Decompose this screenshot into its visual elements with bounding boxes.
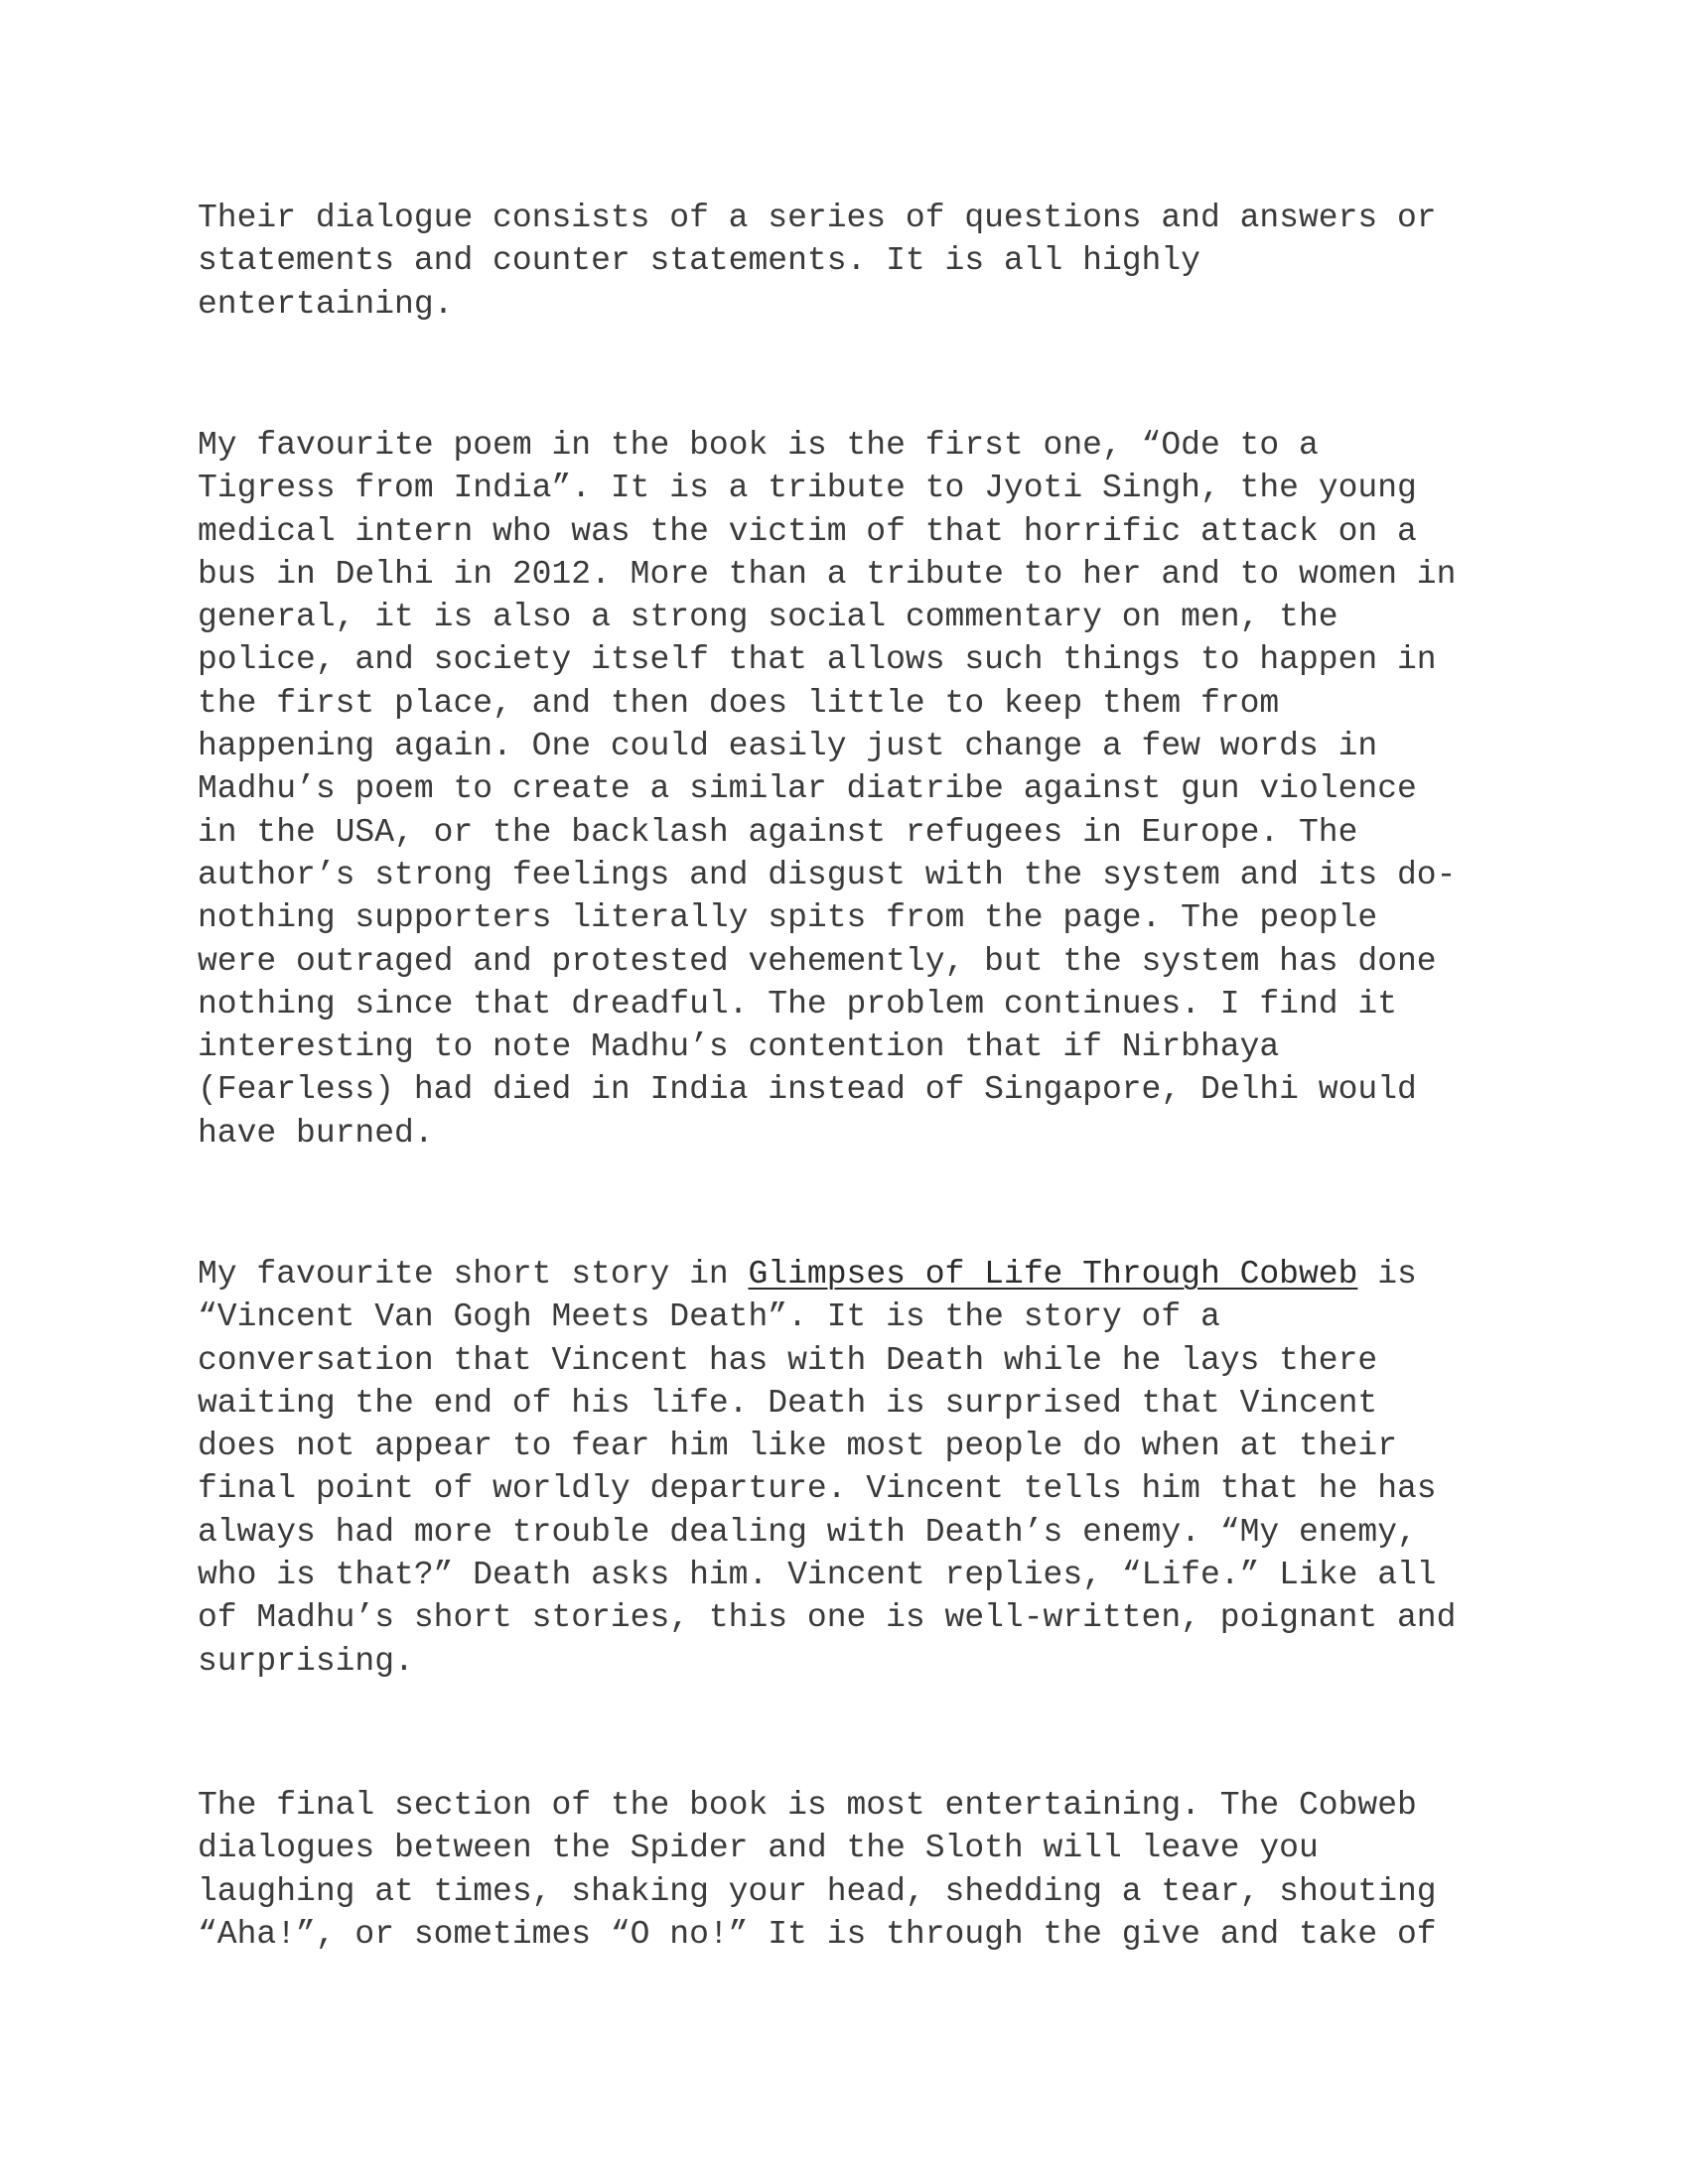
text-line: bus in Delhi in 2012. More than a tribute to her and to women in bbox=[198, 555, 1457, 593]
text-line: Their dialogue consists of a series of questions and answers or bbox=[198, 200, 1437, 236]
text-line: in the USA, or the backlash against refugees in Europe. The bbox=[198, 813, 1358, 851]
text-line: “Aha!”, or sometimes “O no!” It is through the give and take of bbox=[198, 1915, 1437, 1953]
text-line: surprising. bbox=[198, 1642, 414, 1680]
text-line: were outraged and protested vehemently, but the system has done bbox=[198, 942, 1437, 980]
text-line: of Madhu’s short stories, this one is well-written, poignant and bbox=[198, 1599, 1457, 1637]
text-line: (Fearless) had died in India instead of Singapore, Delhi would bbox=[198, 1071, 1417, 1109]
text-segment: is bbox=[1357, 1256, 1417, 1293]
text-line: “Vincent Van Gogh Meets Death”. It is the story of a bbox=[198, 1298, 1220, 1336]
text-line: entertaining. bbox=[198, 285, 454, 323]
text-line: Madhu’s poem to create a similar diatribe against gun violence bbox=[198, 770, 1417, 808]
paragraph-final-section bbox=[198, 1784, 1437, 1956]
text-line: nothing since that dreadful. The problem continues. I find it bbox=[198, 985, 1397, 1023]
text-line: My favourite poem in the book is the first one, “Ode to a bbox=[198, 427, 1319, 464]
text-line: laughing at times, shaking your head, shedding a tear, shouting bbox=[198, 1872, 1437, 1910]
text-line: The final section of the book is most entertaining. The Cobweb bbox=[198, 1787, 1417, 1824]
text-line: interesting to note Madhu’s contention that if Nirbhaya bbox=[198, 1028, 1280, 1066]
text-line: police, and society itself that allows such things to happen in bbox=[198, 641, 1437, 679]
text-line: conversation that Vincent has with Death while he lays there bbox=[198, 1341, 1378, 1379]
text-line: happening again. One could easily just change a few words in bbox=[198, 728, 1378, 765]
text-line: the first place, and then does little to keep them from bbox=[198, 684, 1280, 722]
text-line: who is that?” Death asks him. Vincent replies, “Life.” Like all bbox=[198, 1557, 1437, 1594]
text-line: dialogues between the Spider and the Sloth will leave you bbox=[198, 1830, 1319, 1867]
text-line: does not appear to fear him like most people do when at their bbox=[198, 1428, 1397, 1465]
text-line: final point of worldly departure. Vincent tells him that he has bbox=[198, 1470, 1437, 1508]
text-line bbox=[198, 1253, 1456, 1296]
paragraph-favourite-story bbox=[198, 1253, 1456, 1683]
text-line: general, it is also a strong social commentary on men, the bbox=[198, 599, 1338, 636]
text-segment: My favourite short story in bbox=[198, 1256, 749, 1293]
text-line: statements and counter statements. It is all highly bbox=[198, 242, 1200, 280]
text-line: medical intern who was the victim of that horrific attack on a bbox=[198, 512, 1417, 550]
paragraph-dialogue bbox=[198, 197, 1437, 326]
text-line: always had more trouble dealing with Death’s enemy. “My enemy, bbox=[198, 1513, 1417, 1551]
text-line: nothing supporters literally spits from the page. The people bbox=[198, 899, 1378, 937]
book-title: Glimpses of Life Through Cobweb bbox=[748, 1256, 1358, 1293]
text-line: waiting the end of his life. Death is surprised that Vincent bbox=[198, 1384, 1378, 1422]
paragraph-favourite-poem bbox=[198, 424, 1456, 1155]
text-line: author’s strong feelings and disgust with the system and its do- bbox=[198, 856, 1457, 893]
text-line: have burned. bbox=[198, 1114, 434, 1152]
text-line: Tigress from India”. It is a tribute to Jyoti Singh, the young bbox=[198, 470, 1417, 507]
